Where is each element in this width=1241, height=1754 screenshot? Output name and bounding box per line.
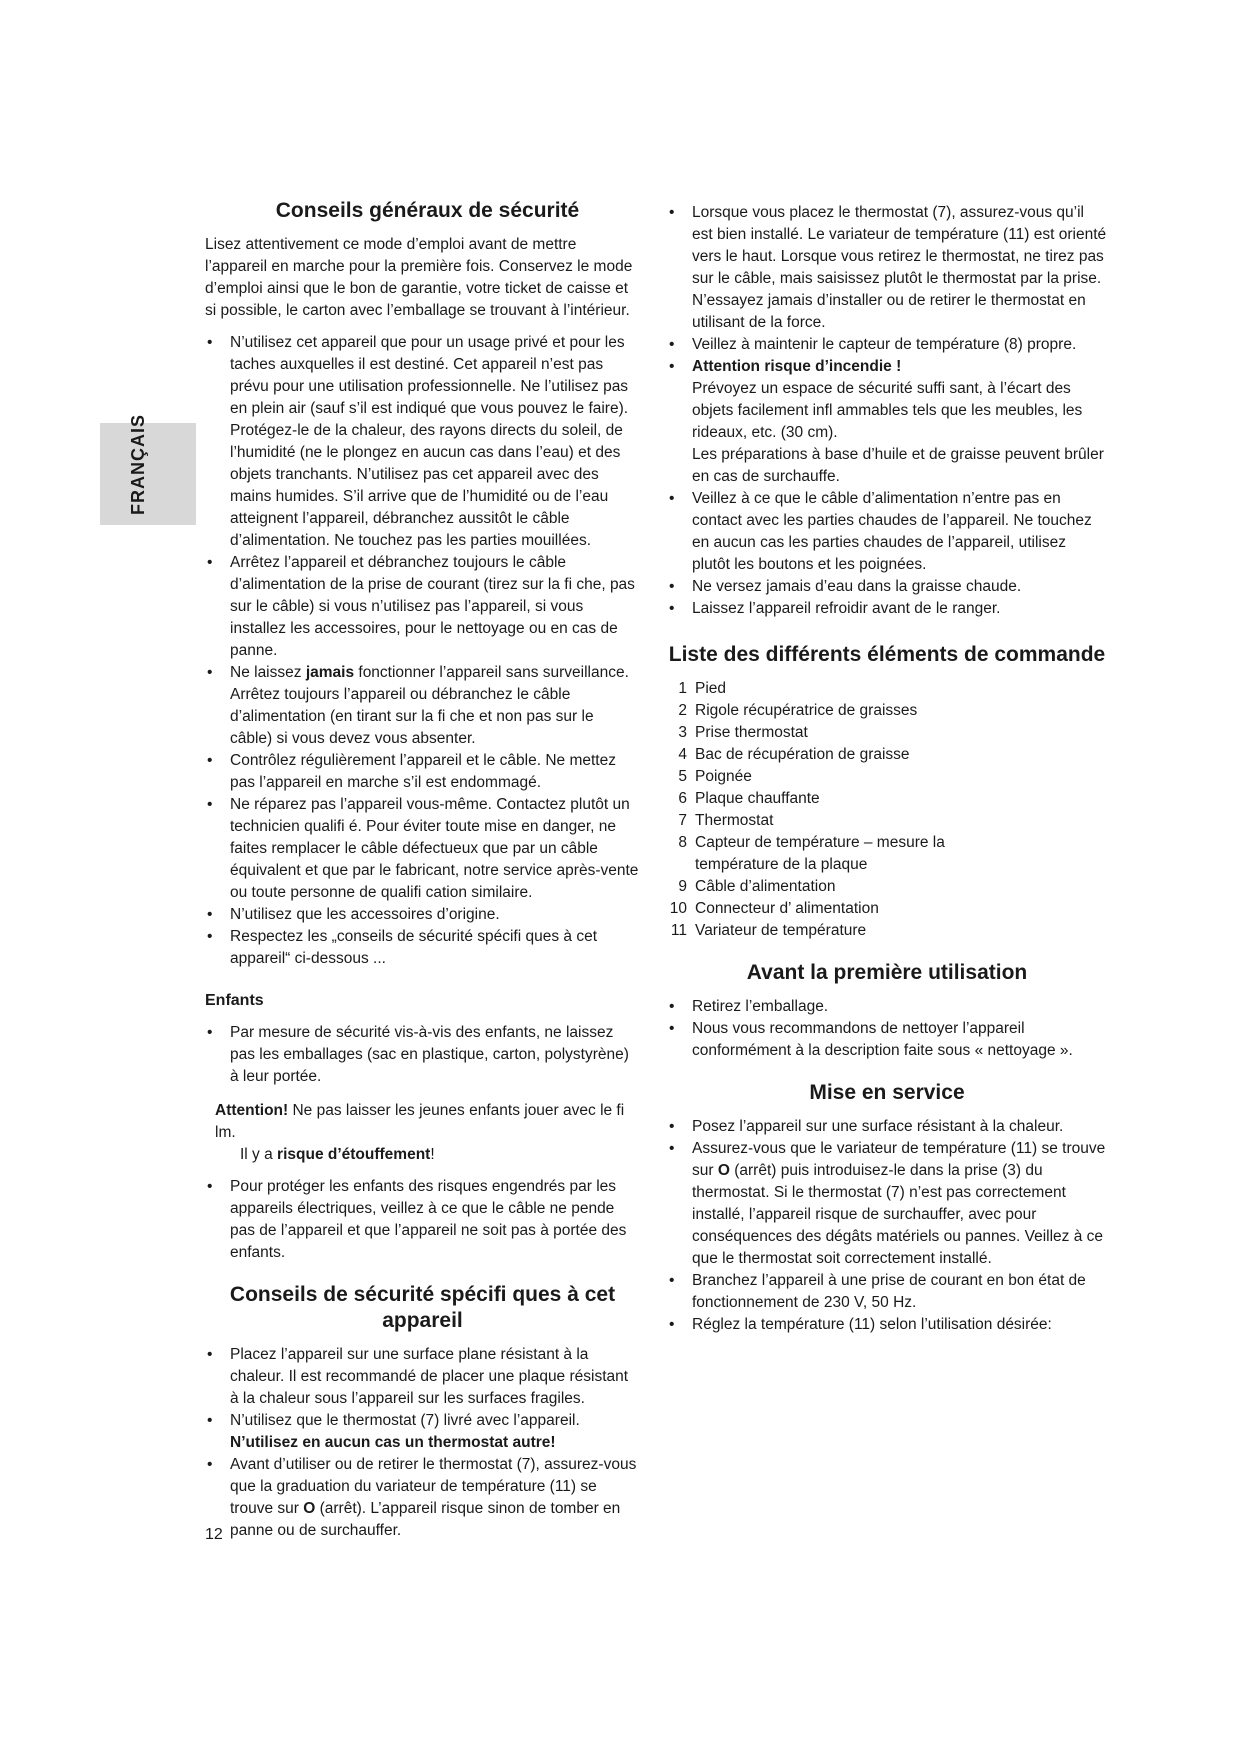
control-item: 5 Poignée — [678, 768, 752, 785]
list-item: • Ne laissez jamais fonctionner l’appareil sans surveillance. Arrêtez toujours l’appareil ou débranchez le câble d’alimentation (en tirant sur la fi che et non pas sur le câble) si vous devez vous absenter. — [205, 662, 640, 750]
controls-list — [667, 678, 1107, 942]
list-item: • N’utilisez que les accessoires d’origine. — [205, 904, 640, 926]
attention-note: Attention! Ne pas laisser les jeunes enfants jouer avec le fi lm. Il y a risque d’étouffement! — [215, 1102, 625, 1163]
control-item: 11 Variateur de température — [670, 922, 867, 939]
list-item: • Avant d’utiliser ou de retirer le thermostat (7), assurez-vous que la graduation du variateur de température (11) se trouve sur O (arrêt). L’appareil risque sinon de tomber en panne ou de surchauffer. — [205, 1454, 640, 1542]
control-item: 8 Capteur de température – mesure la température de la plaque — [678, 834, 945, 873]
list-item: • Veillez à maintenir le capteur de température (8) propre. — [667, 334, 1107, 356]
specific-safety-list — [205, 1344, 640, 1542]
section-title-first-use: Avant la première utilisation — [746, 961, 1028, 984]
list-item: • Posez l’appareil sur une surface résistant à la chaleur. — [667, 1116, 1107, 1138]
children-heading: Enfants — [205, 992, 264, 1009]
control-item: 3 Prise thermostat — [678, 724, 808, 741]
control-item: 10 Connecteur d’ alimentation — [669, 900, 879, 917]
list-item: • Par mesure de sécurité vis-à-vis des enfants, ne laissez pas les emballages (sac en plastique, carton, polystyrène) à leur portée. — [205, 1022, 640, 1088]
list-item: • Respectez les „conseils de sécurité spécifi ques à cet appareil“ ci-dessous ... — [205, 926, 640, 970]
control-item: 6 Plaque chauffante — [678, 790, 820, 807]
list-item: • Ne réparez pas l’appareil vous-même. Contactez plutôt un technicien qualifi é. Pour éviter toute mise en danger, ne faites remplacer le câble défectueux que par un câble équivalent et que par le fabricant, notre service après-vente ou toute personne de qualifi cation similaire. — [205, 794, 640, 904]
control-item: 4 Bac de récupération de graisse — [678, 746, 910, 763]
children-list-2 — [205, 1176, 640, 1264]
list-item: • Ne versez jamais d’eau dans la graisse chaude. — [667, 576, 1107, 598]
left-column — [205, 198, 640, 1542]
list-item: • Nous vous recommandons de nettoyer l’appareil conformément à la description faite sous « nettoyage ». — [667, 1018, 1107, 1062]
list-item: • Laissez l’appareil refroidir avant de le ranger. — [667, 598, 1107, 620]
list-item: • Assurez-vous que le variateur de température (11) se trouve sur O (arrêt) puis introduisez-le dans la prise (3) du thermostat. Si le thermostat (7) n’est pas correctement installé, l’appareil risque de surchauffer, avec pour conséquences des dégâts matériels ou pannes. Veillez à ce que le thermostat soit correctement installé. — [667, 1138, 1107, 1270]
language-label: FRANÇAIS — [128, 414, 148, 515]
control-item: 7 Thermostat — [678, 812, 774, 829]
control-item: 9 Câble d’alimentation — [678, 878, 836, 895]
list-item: • N’utilisez que le thermostat (7) livré avec l’appareil. N’utilisez en aucun cas un thermostat autre! — [205, 1410, 640, 1454]
list-item: • Réglez la température (11) selon l’utilisation désirée: — [667, 1314, 1107, 1336]
list-item: • Lorsque vous placez le thermostat (7), assurez-vous qu’il est bien installé. Le variateur de température (11) est orienté vers le haut. Lorsque vous retirez le thermostat, ne tirez pas sur le câble, mais saisissez plutôt le thermostat par la prise. N’essayez jamais d’installer ou de retirer le thermostat en utilisant de la force. — [667, 202, 1107, 334]
specific-safety-list-continued — [667, 202, 1107, 620]
list-item: • Contrôlez régulièrement l’appareil et le câble. Ne mettez pas l’appareil en marche s’il est endommagé. — [205, 750, 640, 794]
list-item: • Pour protéger les enfants des risques engendrés par les appareils électriques, veillez à ce que le câble ne pende pas de l’appareil et que l’appareil ne soit pas à portée des enfants. — [205, 1176, 640, 1264]
first-use-list — [667, 996, 1107, 1062]
list-item: • Branchez l’appareil à une prise de courant en bon état de fonctionnement de 230 V, 50 Hz. — [667, 1270, 1107, 1314]
section-title-controls: Liste des différents éléments de commande — [668, 643, 1106, 666]
control-item: 1 Pied — [678, 680, 727, 697]
list-item: • Veillez à ce que le câble d’alimentation n’entre pas en contact avec les parties chaudes de l’appareil. Ne touchez en aucun cas les parties chaudes de l’appareil, utilisez plutôt les boutons et les poignées. — [667, 488, 1107, 576]
language-tab — [100, 414, 196, 525]
list-item: • Placez l’appareil sur une surface plane résistant à la chaleur. Il est recommandé de placer une plaque résistant à la chaleur sous l’appareil sur les surfaces fragiles. — [205, 1344, 640, 1410]
general-safety-list — [205, 332, 640, 970]
list-item: • Arrêtez l’appareil et débranchez toujours le câble d’alimentation de la prise de courant (tirez sur la fi che, pas sur le câble) si vous n’utilisez pas l’appareil, si vous installez les accessoires, pour le nettoyage ou en cas de panne. — [205, 552, 640, 662]
right-column — [667, 202, 1107, 1336]
list-item: • N’utilisez cet appareil que pour un usage privé et pour les taches auxquelles il est destiné. Cet appareil n’est pas prévu pour une utilisation professionnelle. Ne l’utilisez pas en plein air (sauf s’il est indiqué que vous pouvez le faire). Protégez-le de la chaleur, des rayons directs du soleil, de l’humidité (ne le plongez en aucun cas dans l’eau) et des objets tranchants. N’utilisez pas cet appareil avec des mains humides. S’il arrive que de l’humidité ou de l’eau atteignent l’appareil, débranchez aussitôt le câble d’alimentation. Ne touchez pas les parties mouillées. — [205, 332, 640, 552]
list-item: • Retirez l’emballage. — [667, 996, 1107, 1018]
service-list — [667, 1116, 1107, 1336]
children-list — [205, 1022, 640, 1088]
section-title-service: Mise en service — [809, 1081, 965, 1104]
page-number: 12 — [205, 1526, 223, 1543]
intro-paragraph: Lisez attentivement ce mode d’emploi avant de mettre l’appareil en marche pour la première fois. Conservez le mode d’emploi ainsi que le bon de garantie, votre ticket de caisse et si possible, le carton avec l’emballage se trouvant à l’intérieur. — [205, 236, 633, 319]
section-title-specific-safety: Conseils de sécurité spécifi ques à cet appareil — [229, 1283, 616, 1332]
section-title-general-safety: Conseils généraux de sécurité — [275, 199, 580, 222]
list-item: • Attention risque d’incendie ! Prévoyez un espace de sécurité suffi sant, à l’écart des objets facilement infl ammables tels que les meubles, les rideaux, etc. (30 cm). Les préparations à base d’huile et de graisse peuvent brûler en cas de surchauffe. — [667, 356, 1107, 488]
control-item: 2 Rigole récupératrice de graisses — [678, 702, 918, 719]
